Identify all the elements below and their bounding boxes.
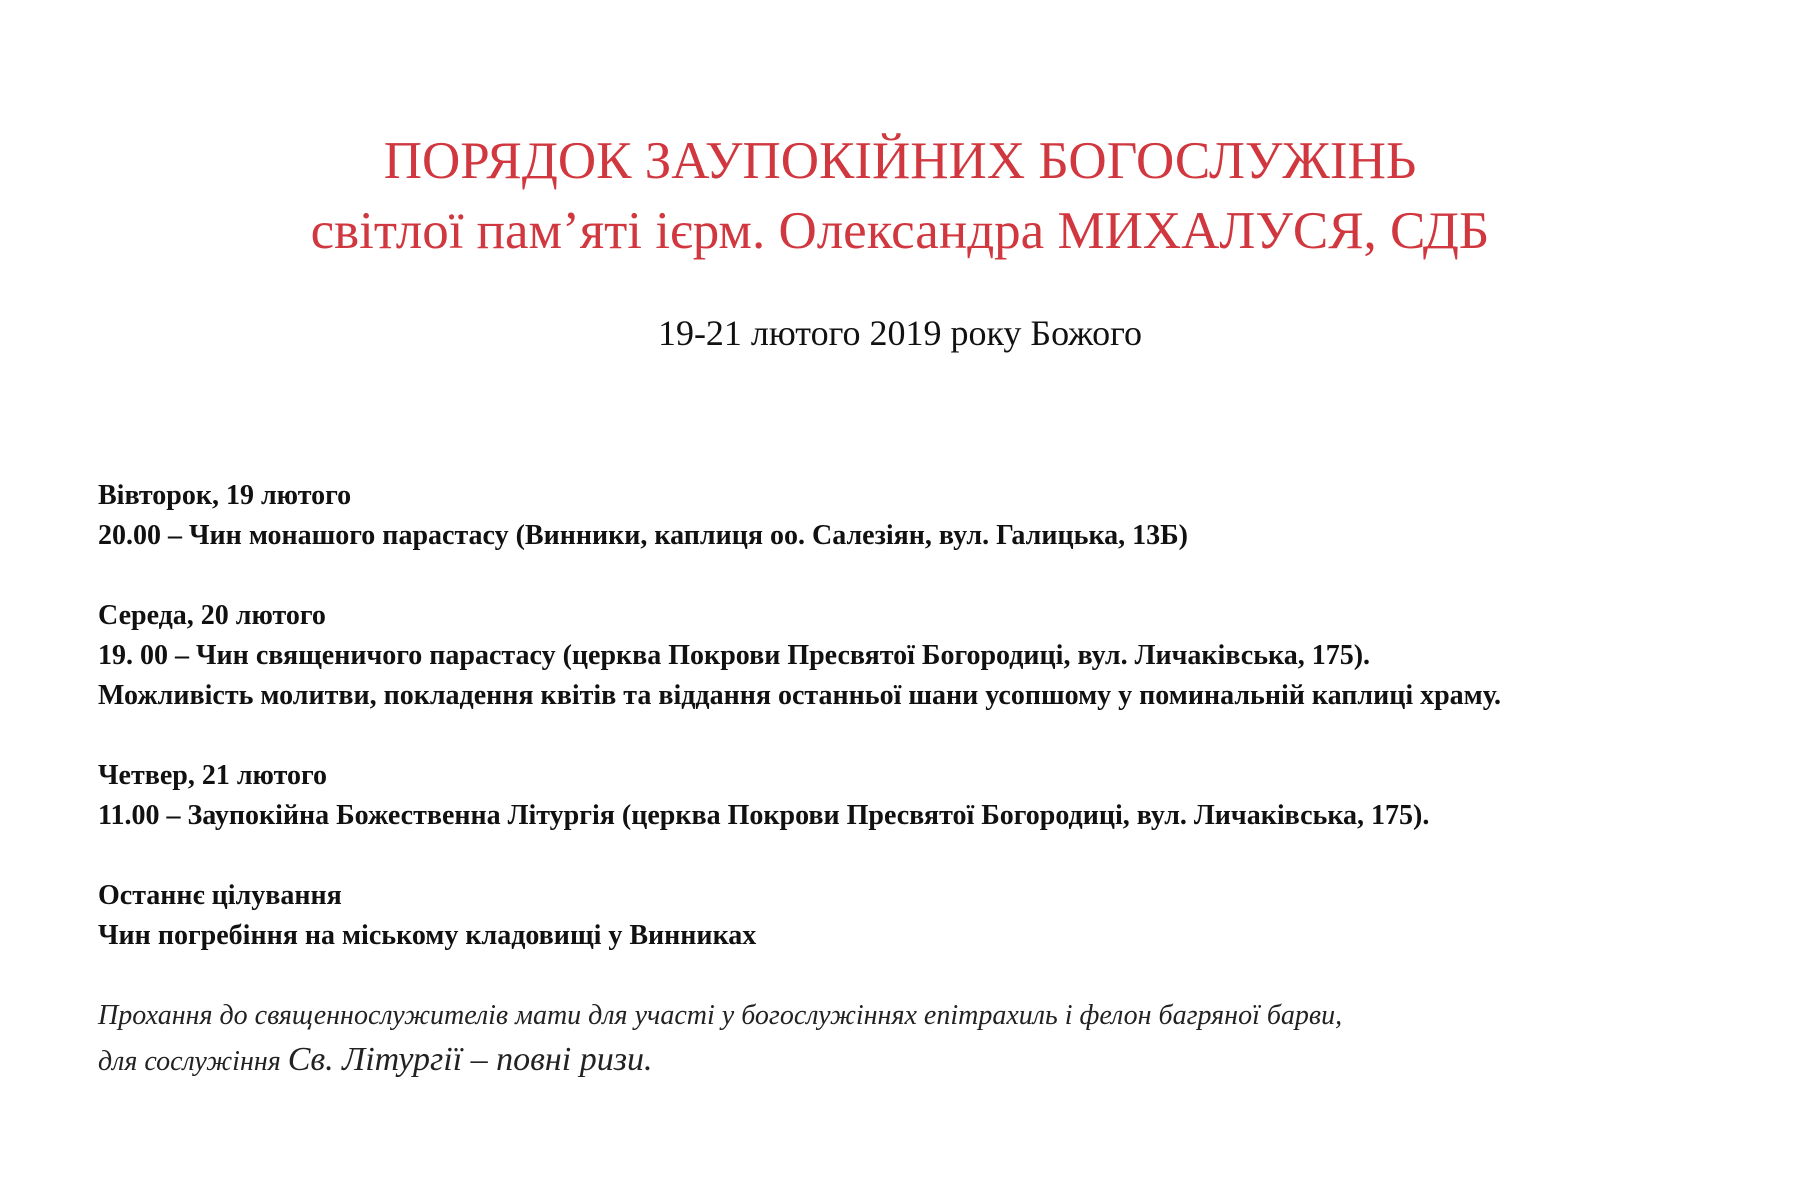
schedule-line: 19. 00 – Чин священичого парастасу (церква Покрови Пресвятої Богородиці, вул. Личаківська, 175). [98, 640, 1371, 671]
schedule-line: 11.00 – Заупокійна Божественна Літургія (церква Покрови Пресвятої Богородиці, вул. Личаківська, 175). [98, 800, 1430, 831]
page-title: ПОРЯДОК ЗАУПОКІЙНИХ БОГОСЛУЖІНЬ [383, 132, 1417, 190]
note-large-text: Св. Літургії – повні ризи. [287, 1041, 653, 1078]
schedule-line: Чин погребіння на міському кладовищі у Винниках [98, 920, 757, 951]
page-subtitle: світлої пам’яті ієрм. Олександра МИХАЛУСЯ, СДБ [310, 202, 1490, 260]
schedule-line: 20.00 – Чин монашого парастасу (Винники, каплиця оо. Салезіян, вул. Галицька, 13Б) [98, 520, 1189, 551]
note-small-text: для сослужіння [98, 1046, 288, 1077]
day-heading-tuesday: Вівторок, 19 лютого [98, 480, 352, 511]
vestments-note-line2 [98, 1042, 653, 1080]
day-heading-wednesday: Середа, 20 лютого [98, 600, 326, 631]
schedule-line: Можливість молитви, покладення квітів та віддання останньої шани усопшому у поминальній каплиці храму. [98, 680, 1501, 711]
day-heading-thursday: Четвер, 21 лютого [98, 760, 327, 791]
event-date: 19-21 лютого 2019 року Божого [657, 313, 1143, 353]
vestments-note-line1: Прохання до священнослужителів мати для участі у богослужіннях епітрахиль і фелон багряної барви, [98, 1000, 1343, 1031]
last-kiss-heading: Останнє цілування [98, 880, 342, 911]
